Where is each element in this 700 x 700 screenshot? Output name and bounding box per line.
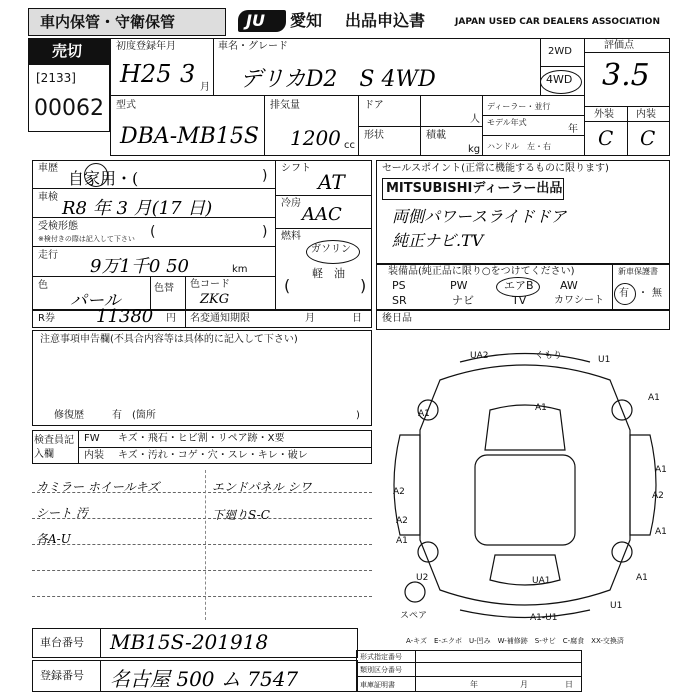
history-close: ): [262, 168, 268, 184]
fuel-bracket-close: ): [360, 276, 367, 295]
brand-name: 愛知: [290, 11, 323, 30]
equip-navi: ナビ: [452, 294, 474, 307]
handle-label: ハンドル 左・右: [487, 142, 551, 151]
exterior-label: 外装: [594, 109, 614, 120]
mark-a1-right3: A1: [655, 527, 667, 537]
test-form-open: (: [150, 224, 156, 240]
door-label: ドア: [364, 100, 384, 111]
mark-a1-right2: A1: [655, 465, 667, 475]
fuel-diesel: 軽 油: [312, 267, 345, 280]
mark-a1-right: A1: [648, 393, 660, 403]
inspector-note-2: シート 汚: [36, 506, 88, 520]
name-grade-label: 車名・グレード: [218, 41, 288, 52]
mileage-label: 走行: [38, 250, 58, 261]
mark-ua2: UA2: [470, 351, 489, 361]
equip-kawa-seat: カワシート: [554, 295, 604, 306]
four-wd-label: 4WD: [546, 73, 573, 86]
inspection-label: 車検: [38, 192, 58, 203]
repair-value: 有: [112, 410, 122, 421]
inspector-fw: FW: [84, 433, 100, 444]
model-year-label: モデル年式: [487, 118, 527, 127]
fuel-gas: ガソリン: [311, 244, 351, 255]
selling-point-2: 純正ナビ.TV: [392, 231, 484, 250]
equip-airbag: エアB: [504, 279, 534, 292]
code-number: [2133]: [36, 71, 76, 85]
exterior-grade: C: [598, 126, 614, 150]
mark-u1-bottom: U1: [610, 601, 623, 611]
class-number-label: 類別区分番号: [360, 666, 402, 674]
mark-a1-left: A1: [418, 409, 430, 419]
door-unit: 人: [470, 114, 480, 125]
damage-legend: A-キズ E-エクボ U-凹み W-補修跡 S-サビ C-腐食 XX-交換済: [406, 637, 624, 645]
cooler-value: AAC: [302, 204, 342, 225]
load-label: 積載: [426, 130, 446, 141]
recycle-yen: 円: [166, 313, 176, 324]
model-label: 型式: [116, 100, 136, 111]
plate-label: 登録番号: [40, 669, 84, 682]
displacement-label: 排気量: [270, 100, 300, 111]
inspector-line2: キズ・汚れ・コゲ・穴・スレ・キレ・破レ: [118, 450, 308, 461]
cert-month: 月: [520, 680, 528, 689]
equip-ps: PS: [392, 279, 406, 292]
test-form-label: 受検形態: [38, 221, 78, 232]
two-wd-label: 2WD: [548, 46, 572, 57]
recycle-value: 11380: [96, 306, 154, 327]
repair-label: 修復歴: [54, 410, 84, 421]
displacement-value: 1200: [290, 126, 341, 150]
warranty-label: 新車保護書: [618, 267, 658, 276]
brand-logo-text: JU: [246, 11, 265, 30]
test-form-note: ※検付きの際は記入して下さい: [38, 235, 135, 243]
color-value: パール: [70, 291, 121, 311]
mark-kumori: くもり: [535, 351, 563, 361]
equip-tv: TV: [512, 294, 527, 307]
equip-sr: SR: [392, 294, 407, 307]
shift-value: AT: [318, 170, 345, 194]
repair-close: ): [356, 410, 360, 421]
garage-cert-label: 車庫証明書: [360, 681, 395, 689]
recycle-label: R券: [38, 313, 55, 324]
mark-u1-top: U1: [598, 355, 611, 365]
name-change-day: 日: [352, 313, 362, 324]
model-code: DBA-MB15S: [120, 124, 259, 149]
chassis-number: MB15S-201918: [110, 630, 269, 654]
cert-day: 日: [565, 680, 573, 689]
inspector-note-1: カミラー ホイールキズ: [36, 480, 160, 494]
spare-label: スペア: [400, 611, 428, 621]
selling-points-label: セールスポイント(正常に機能するものに限ります): [382, 163, 609, 174]
mark-a2-left2: A2: [396, 516, 408, 526]
model-year-unit: 年: [568, 124, 578, 135]
first-reg-label: 初度登録年月: [116, 41, 176, 52]
cooler-label: 冷房: [281, 198, 301, 209]
first-reg-month-suffix: 月: [200, 82, 210, 93]
interior-grade: C: [640, 126, 656, 150]
association-name: JAPAN USED CAR DEALERS ASSOCIATION: [455, 17, 660, 27]
fuel-label: 燃料: [281, 231, 301, 242]
first-reg-month: 3: [180, 60, 196, 88]
name-change-label: 名変通知期限: [190, 313, 250, 324]
shift-label: シフト: [281, 163, 311, 174]
sold-label: 売切: [52, 42, 83, 60]
name-change-month: 月: [305, 313, 315, 324]
lot-number: 00062: [34, 96, 104, 121]
test-form-close: ): [262, 224, 268, 240]
mark-a1-rear: A1: [636, 573, 648, 583]
inspector-line1: キズ・飛石・ヒビ割・リペア跡・X要: [118, 433, 285, 444]
chassis-label: 車台番号: [40, 636, 84, 649]
shape-label: 形状: [364, 130, 384, 141]
car-diagram: [380, 340, 670, 630]
warranty-yes: 有: [619, 288, 629, 299]
mark-a1-u1: A1-U1: [530, 613, 558, 623]
inspector-label: 検査員記入欄: [34, 435, 74, 460]
cert-year: 年: [470, 680, 478, 689]
history-label: 車歴: [38, 163, 58, 174]
equip-pw: PW: [450, 279, 468, 292]
dealer-label: ディーラー・並行: [487, 102, 551, 111]
mark-a2-right: A2: [652, 491, 664, 501]
plate-number: 名古屋 500 ム 7547: [110, 667, 299, 691]
later-label: 後日品: [382, 313, 412, 324]
evaluation-grade: 3.5: [602, 58, 650, 93]
repair-place: (箇所: [132, 410, 156, 421]
color-code: ZKG: [200, 292, 230, 307]
equip-aw: AW: [560, 279, 578, 292]
name-grade: デリカD2 S 4WD: [240, 67, 436, 92]
inspection-value: R8 年 3 月(17 日): [62, 198, 213, 219]
mileage-value: 9万1千0 50: [90, 256, 189, 277]
later-frame: [376, 310, 670, 330]
storage-label: 車内保管・守衛保管: [40, 13, 176, 31]
inspector-note-5: 下廻りS-C: [212, 508, 270, 522]
mark-a1-roof: A1: [535, 403, 547, 413]
equipment-label: 装備品(純正品に限り○をつけてください): [388, 266, 575, 277]
fuel-bracket-open: (: [284, 276, 291, 295]
warranty-sep: ・: [638, 288, 648, 299]
notes-label: 注意事項申告欄(不具合内容等は具体的に記入して下さい): [40, 334, 298, 345]
color-change-label: 色替: [154, 283, 174, 294]
kg-unit: kg: [468, 144, 481, 155]
mileage-unit: km: [232, 264, 248, 275]
mark-ua1: UA1: [532, 576, 551, 586]
inspector-note-3: 各A-U: [36, 532, 71, 546]
type-number-label: 形式指定番号: [360, 653, 402, 661]
mark-u2: U2: [416, 573, 429, 583]
selling-point-1: 両側パワースライドドア: [392, 207, 567, 226]
inspector-interior: 内装: [84, 450, 104, 461]
form-title: 出品申込書: [345, 11, 426, 30]
history-value: 自家用・(: [68, 169, 139, 188]
dealer-badge: MITSUBISHIディーラー出品: [386, 181, 563, 196]
cc-unit: cc: [344, 140, 355, 151]
color-code-label: 色コード: [190, 279, 230, 290]
mark-a2-left: A2: [393, 487, 405, 497]
mark-a1-left3: A1: [396, 536, 408, 546]
interior-label: 内装: [636, 109, 656, 120]
grade-label: 評価点: [604, 40, 634, 51]
first-reg-year: H25: [120, 60, 172, 88]
color-label: 色: [38, 280, 48, 291]
warranty-no: 無: [652, 288, 662, 299]
inspector-note-4: エンドパネル シワ: [212, 480, 312, 494]
